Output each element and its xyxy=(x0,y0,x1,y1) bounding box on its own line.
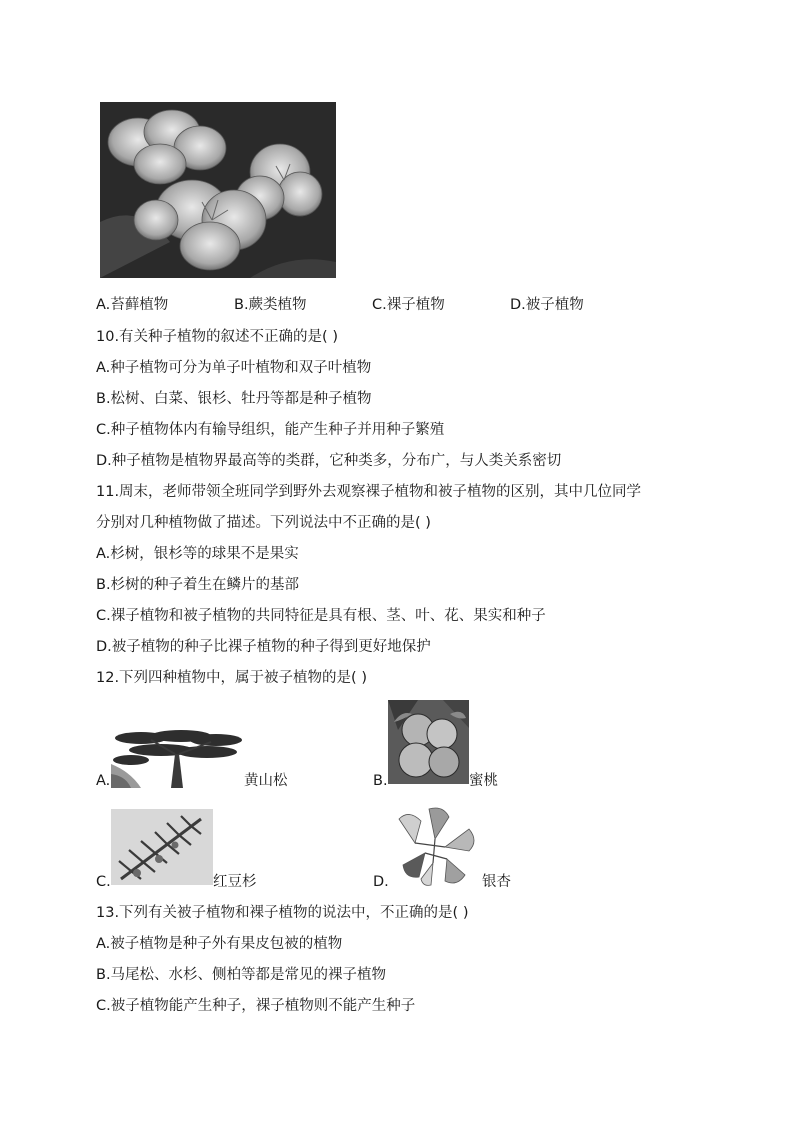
q9-option-a[interactable]: A.苔藓植物 xyxy=(96,297,169,313)
q12-option-a-letter[interactable]: A. xyxy=(96,773,111,789)
q10-option-a[interactable]: A.种子植物可分为单子叶植物和双子叶植物 xyxy=(96,360,372,376)
q12-stem: 12.下列四种植物中，属于被子植物的是( ) xyxy=(96,670,367,686)
q12-option-d-letter[interactable]: D. xyxy=(373,874,389,890)
q10-option-b[interactable]: B.松树、白菜、银杉、牡丹等都是种子植物 xyxy=(96,391,372,407)
q9-option-c[interactable]: C.裸子植物 xyxy=(372,297,445,313)
q12-option-b-name: 蜜桃 xyxy=(469,773,498,789)
q12-option-d-name: 银杏 xyxy=(482,874,511,890)
q12-option-a-name: 黄山松 xyxy=(244,773,288,789)
q12-option-b-letter[interactable]: B. xyxy=(373,773,388,789)
q10-option-d[interactable]: D.种子植物是植物界最高等的类群，它种类多，分布广，与人类关系密切 xyxy=(96,453,562,469)
q11-option-b[interactable]: B.杉树的种子着生在鳞片的基部 xyxy=(96,577,300,593)
q9-option-b[interactable]: B.蕨类植物 xyxy=(234,297,307,313)
q9-option-d[interactable]: D.被子植物 xyxy=(510,297,584,313)
pine-tree-image xyxy=(111,724,244,788)
ginkgo-leaves-image xyxy=(395,803,480,887)
q10-stem: 10.有关种子植物的叙述不正确的是( ) xyxy=(96,329,338,345)
q10-option-c[interactable]: C.种子植物体内有输导组织，能产生种子并用种子繁殖 xyxy=(96,422,445,438)
q13-option-b[interactable]: B.马尾松、水杉、侧柏等都是常见的裸子植物 xyxy=(96,967,387,983)
q13-stem: 13.下列有关被子植物和裸子植物的说法中，不正确的是( ) xyxy=(96,905,469,921)
q13-option-a[interactable]: A.被子植物是种子外有果皮包被的植物 xyxy=(96,936,343,952)
q12-option-c-letter[interactable]: C. xyxy=(96,874,111,890)
q11-stem-line2: 分别对几种植物做了描述。下列说法中不正确的是( ) xyxy=(96,515,431,531)
yew-branch-image xyxy=(111,809,213,885)
q12-option-c-name: 红豆杉 xyxy=(213,874,257,890)
peach-image xyxy=(388,700,469,784)
q11-stem-line1: 11.周末，老师带领全班同学到野外去观察裸子植物和被子植物的区别，其中几位同学 xyxy=(96,484,642,500)
q13-option-c[interactable]: C.被子植物能产生种子，裸子植物则不能产生种子 xyxy=(96,998,416,1014)
flower-photo xyxy=(100,102,336,278)
q11-option-c[interactable]: C.裸子植物和被子植物的共同特征是具有根、茎、叶、花、果实和种子 xyxy=(96,608,546,624)
q11-option-d[interactable]: D.被子植物的种子比裸子植物的种子得到更好地保护 xyxy=(96,639,431,655)
q11-option-a[interactable]: A.杉树，银杉等的球果不是果实 xyxy=(96,546,299,562)
